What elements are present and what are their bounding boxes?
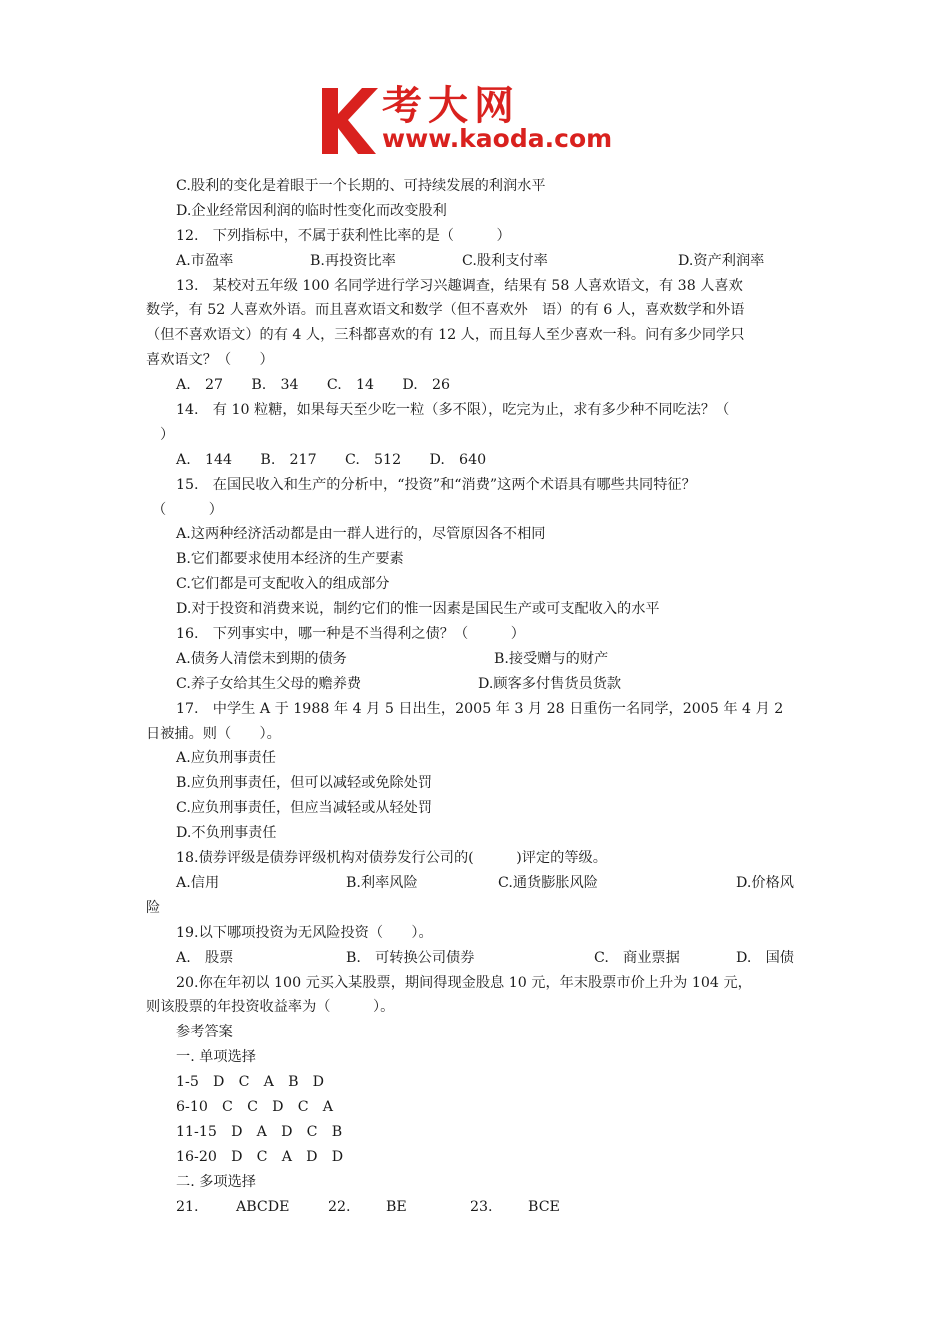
answer-number: 23.	[470, 1198, 493, 1215]
answer-row	[146, 1195, 816, 1220]
option-a: A.信用	[176, 874, 220, 891]
option-d: D.顾客多付售货员货款	[478, 675, 622, 692]
question-13-text: （但不喜欢语文）的有 4 人，三科都喜欢的有 12 人，而且每人至少喜欢一科。问有多少同学只	[146, 327, 745, 344]
question-19: 19.以下哪项投资为无风险投资（ ）。	[176, 924, 433, 941]
question-14-text: ）	[160, 426, 175, 443]
option-d: D.资产利润率	[678, 252, 765, 269]
question-15: 15. 在国民收入和生产的分析中，“投资”和“消费”这两个术语具有哪些共同特征？	[176, 476, 696, 493]
option-a: A.债务人清偿未到期的债务	[176, 650, 347, 667]
answer-value: BE	[386, 1198, 407, 1215]
section-heading: 一. 单项选择	[176, 1049, 256, 1066]
question-17: 17. 中学生 A 于 1988 年 4 月 5 日出生，2005 年 3 月 28 日重伤一名同学，2005 年 4 月 2	[176, 700, 784, 717]
option-a: A.市盈率	[176, 252, 234, 269]
question-14: 14. 有 10 粒糖，如果每天至少吃一粒（多不限），吃完为止，求有多少种不同吃法？（	[176, 402, 730, 419]
option-d: D.价格风	[736, 874, 794, 891]
option-line: C.股利的变化是着眼于一个长期的、可持续发展的利润水平	[176, 178, 546, 194]
section-heading: 二. 多项选择	[176, 1173, 256, 1190]
answer-row: 1-5 D C A B D	[176, 1074, 325, 1091]
answer-row: 16-20 D C A D D	[176, 1148, 344, 1165]
kaoda-logo	[318, 80, 648, 162]
option-line: D.不负刑事责任	[176, 825, 277, 842]
option-line: D.对于投资和消费来说，制约它们的惟一因素是国民生产或可支配收入的水平	[176, 601, 660, 618]
exam-content	[146, 174, 816, 1219]
option-line: C.它们都是可支配收入的组成部分	[176, 576, 390, 593]
answer-row: 11-15 D A D C B	[176, 1123, 343, 1140]
option-c: C.股利支付率	[462, 252, 548, 269]
option-b: B.利率风险	[346, 874, 418, 891]
option-line: B.它们都要求使用本经济的生产要素	[176, 551, 404, 568]
option-line: C.应负刑事责任，但应当减轻或从轻处罚	[176, 800, 433, 817]
question-18-text: 险	[146, 899, 161, 916]
question-16-options	[146, 672, 816, 697]
option-line: A.这两种经济活动都是由一群人进行的，尽管原因各不相同	[176, 526, 546, 543]
option-line: B.应负刑事责任，但可以减轻或免除处罚	[176, 775, 433, 792]
option-b: B.再投资比率	[310, 252, 396, 269]
option-b: B. 可转换公司债券	[346, 949, 475, 966]
logo-k-mark-icon	[318, 84, 380, 156]
option-line: A.应负刑事责任	[176, 750, 276, 767]
question-13: 13. 某校对五年级 100 名同学进行学习兴趣调查，结果有 58 人喜欢语文，有 38 人喜欢	[176, 277, 743, 294]
question-12-options	[146, 249, 816, 274]
option-c: C. 商业票据	[594, 949, 680, 966]
question-18: 18.债券评级是债券评级机构对债券发行公司的( )评定的等级。	[176, 850, 607, 867]
option-b: B.接受赠与的财产	[494, 650, 609, 667]
answer-value: ABCDE	[236, 1198, 290, 1215]
question-19-options	[146, 946, 816, 971]
option-a: A. 股票	[176, 949, 234, 966]
question-16-options	[146, 647, 816, 672]
option-c: C.通货膨胀风险	[498, 874, 598, 891]
question-20: 20.你在年初以 100 元买入某股票，期间得现金股息 10 元，年末股票市价上升为 104 元，	[176, 974, 752, 991]
question-14-options: A. 144 B. 217 C. 512 D. 640	[176, 451, 487, 468]
answers-heading: 参考答案	[176, 1024, 233, 1041]
question-12: 12. 下列指标中，不属于获利性比率的是（ ）	[176, 227, 511, 244]
question-13-text: 喜欢语文？（ ）	[146, 352, 274, 369]
option-c: C.养子女给其生父母的赡养费	[176, 675, 362, 692]
answer-number: 22.	[328, 1198, 351, 1215]
question-13-options: A. 27 B. 34 C. 14 D. 26	[176, 377, 451, 394]
option-line: D.企业经常因利润的临时性变化而改变股利	[176, 202, 447, 219]
question-18-options	[146, 871, 816, 896]
question-15-text: （ ）	[152, 501, 223, 518]
option-d: D. 国债	[736, 949, 794, 966]
question-16: 16. 下列事实中，哪一种是不当得利之债？（ ）	[176, 626, 525, 643]
question-13-text: 数学，有 52 人喜欢外语。而且喜欢语文和数学（但不喜欢外 语）的有 6 人，喜欢数学和外语	[146, 302, 745, 319]
answer-number: 21.	[176, 1198, 199, 1215]
logo-chinese-name: 考大网	[382, 83, 520, 129]
answer-row: 6-10 C C D C A	[176, 1098, 333, 1115]
answer-value: BCE	[528, 1198, 560, 1215]
question-20-text: 则该股票的年投资收益率为（ ）。	[146, 999, 395, 1016]
question-17-text: 日被捕。则（ ）。	[146, 725, 281, 742]
logo-url: www.kaoda.com	[382, 124, 613, 153]
